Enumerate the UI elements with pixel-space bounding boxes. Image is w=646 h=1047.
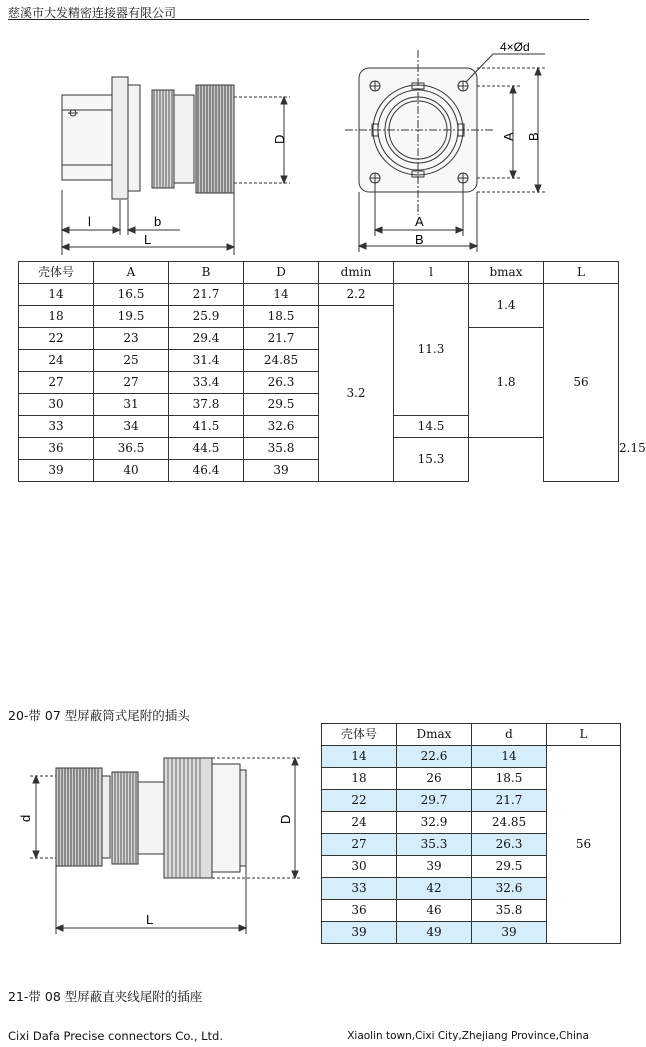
section-20-title: 20-带 07 型屏蔽筒式尾附的插头 [8, 708, 190, 723]
cell-A: 36.5 [94, 438, 169, 460]
cell-Dmax: 46 [397, 900, 472, 922]
cell-shell: 33 [322, 878, 397, 900]
footer-company: Cixi Dafa Precise connectors Co., Ltd. [8, 1029, 224, 1043]
cell-B: 29.4 [169, 328, 244, 350]
cell-d: 24.85 [472, 812, 547, 834]
table-row: 33 34 41.5 32.6 14.5 2.15 [19, 416, 619, 438]
cell-shell: 27 [19, 372, 94, 394]
cell-bmax: 1.8 [469, 328, 544, 438]
cell-D: 14 [244, 284, 319, 306]
cell-shell: 30 [19, 394, 94, 416]
receptacle-dimension-table [18, 261, 646, 482]
cell-shell: 27 [322, 834, 397, 856]
receptacle-side-view-drawing [40, 40, 310, 255]
cell-A: 27 [94, 372, 169, 394]
cell-A: 31 [94, 394, 169, 416]
cell-dmin: 2.2 [319, 284, 394, 306]
header-A: A [94, 262, 169, 284]
cell-d: 35.8 [472, 900, 547, 922]
cell-B: 37.8 [169, 394, 244, 416]
cell-shell: 39 [322, 922, 397, 944]
header-dmin: dmin [319, 262, 394, 284]
cell-B: 25.9 [169, 306, 244, 328]
dim-D-label: D [272, 134, 287, 144]
cell-B: 33.4 [169, 372, 244, 394]
cell-Dmax: 39 [397, 856, 472, 878]
cell-shell: 24 [322, 812, 397, 834]
dim-d-label: d [18, 814, 33, 822]
cell-shell: 22 [322, 790, 397, 812]
table-header-row [19, 262, 619, 284]
cell-A: 40 [94, 460, 169, 482]
cell-A: 34 [94, 416, 169, 438]
cell-d: 32.6 [472, 878, 547, 900]
cell-D: 35.8 [244, 438, 319, 460]
cell-shell: 18 [322, 768, 397, 790]
cell-l: 15.3 [394, 438, 469, 482]
header-Dmax: Dmax [397, 724, 472, 746]
footer-address: Xiaolin town,Cixi City,Zhejiang Province,China [347, 1030, 589, 1042]
cell-D: 21.7 [244, 328, 319, 350]
plug-shield-tube-drawing [12, 738, 312, 938]
dim-B-bottom-label: B [415, 232, 424, 247]
cell-shell: 33 [19, 416, 94, 438]
table-row [322, 746, 621, 768]
cell-B: 31.4 [169, 350, 244, 372]
dim-A-side-label: A [501, 132, 516, 141]
cell-shell: 36 [19, 438, 94, 460]
cell-shell: 24 [19, 350, 94, 372]
cell-Dmax: 42 [397, 878, 472, 900]
cell-shell: 14 [322, 746, 397, 768]
cell-A: 19.5 [94, 306, 169, 328]
table-row [19, 284, 619, 306]
cell-d: 39 [472, 922, 547, 944]
cell-d: 21.7 [472, 790, 547, 812]
cell-B: 41.5 [169, 416, 244, 438]
cell-dmin: 3.2 [319, 306, 394, 482]
dim-D-label: D [278, 814, 293, 824]
dim-b-label: b [154, 214, 162, 229]
cell-B: 46.4 [169, 460, 244, 482]
cell-D: 24.85 [244, 350, 319, 372]
header-shell: 壳体号 [19, 262, 94, 284]
cell-shell: 22 [19, 328, 94, 350]
header-divider [8, 19, 589, 20]
dim-A-bottom-label: A [415, 214, 424, 229]
cell-D: 32.6 [244, 416, 319, 438]
cell-A: 25 [94, 350, 169, 372]
cell-D: 39 [244, 460, 319, 482]
cell-shell: 14 [19, 284, 94, 306]
header-bmax: bmax [469, 262, 544, 284]
header-D: D [244, 262, 319, 284]
cell-d: 18.5 [472, 768, 547, 790]
cell-B: 44.5 [169, 438, 244, 460]
hole-spec-label: 4×Ød [500, 40, 530, 54]
cell-d: 14 [472, 746, 547, 768]
dim-B-side-label: B [526, 132, 541, 141]
header-l: l [394, 262, 469, 284]
cell-shell: 18 [19, 306, 94, 328]
cell-B: 21.7 [169, 284, 244, 306]
cell-Dmax: 49 [397, 922, 472, 944]
cell-shell: 39 [19, 460, 94, 482]
header-shell: 壳体号 [322, 724, 397, 746]
cell-bmax: 1.4 [469, 284, 544, 328]
cell-L: 56 [547, 746, 621, 944]
cell-Dmax: 26 [397, 768, 472, 790]
receptacle-front-view-drawing [335, 40, 565, 255]
dim-L-label: L [146, 912, 154, 927]
dim-L-label: L [144, 232, 152, 247]
cell-Dmax: 29.7 [397, 790, 472, 812]
table-header-row [322, 724, 621, 746]
plug-dimension-table [321, 723, 621, 944]
header-L: L [544, 262, 619, 284]
company-header: 慈溪市大发精密连接器有限公司 [8, 6, 177, 20]
header-B: B [169, 262, 244, 284]
cell-shell: 30 [322, 856, 397, 878]
cell-d: 29.5 [472, 856, 547, 878]
header-d: d [472, 724, 547, 746]
cell-D: 29.5 [244, 394, 319, 416]
cell-Dmax: 35.3 [397, 834, 472, 856]
cell-Dmax: 22.6 [397, 746, 472, 768]
cell-l: 11.3 [394, 284, 469, 416]
section-21-title: 21-带 08 型屏蔽直夹线尾附的插座 [8, 989, 203, 1004]
cell-Dmax: 32.9 [397, 812, 472, 834]
cell-shell: 36 [322, 900, 397, 922]
cell-A: 16.5 [94, 284, 169, 306]
cell-L: 56 [544, 284, 619, 482]
cell-A: 23 [94, 328, 169, 350]
dim-l-label: l [88, 214, 91, 229]
cell-l: 14.5 [394, 416, 469, 438]
cell-D: 18.5 [244, 306, 319, 328]
header-L: L [547, 724, 621, 746]
cell-d: 26.3 [472, 834, 547, 856]
cell-D: 26.3 [244, 372, 319, 394]
